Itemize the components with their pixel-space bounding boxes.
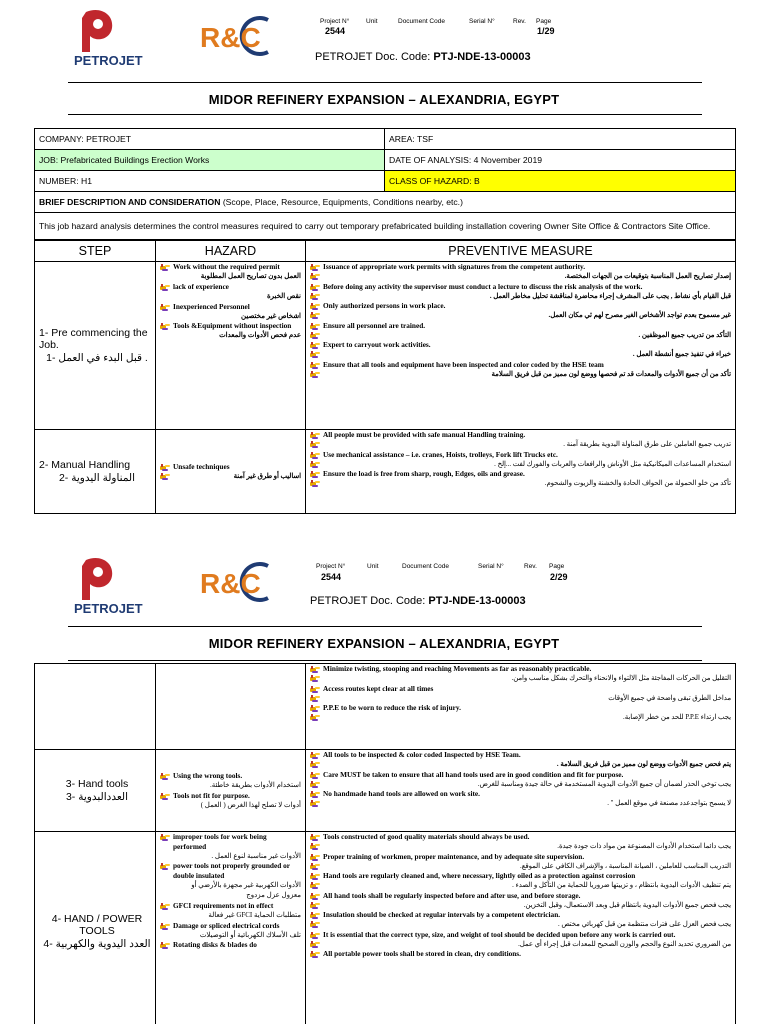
measure-item: Before doing any activity the supervisor must conduct a lecture to discuss the risk analysis of the work.: [323, 281, 643, 291]
bullet-hand-icon: [310, 431, 320, 440]
measure-item: No handmade hand tools are allowed on work site.: [323, 789, 480, 799]
bullet-hand-icon: [310, 751, 320, 760]
bullet-hand-icon: [310, 881, 320, 890]
table-row: [35, 664, 736, 750]
bullet-hand-icon: [310, 892, 320, 901]
bullet-hand-icon: [310, 780, 320, 789]
meta-project-label: Project N°: [320, 18, 350, 25]
bullet-hand-icon: [160, 941, 170, 950]
measure-cell: [306, 262, 736, 430]
measure-item-ar: تأكد من أن جميع الأدوات والمعدات قد تم فحصها ووضع لون مميز من قبل فريق السلامة: [491, 370, 731, 378]
area-cell: AREA: TSF: [385, 129, 736, 150]
measure-item-ar: يجب فحص العزل على فترات منتظمة من قبل كهربائي مختص .: [557, 921, 731, 929]
title-rule: [68, 114, 702, 115]
measure-item: Hand tools are regularly cleaned and, where necessary, lightly oiled as a protection against corrosion: [323, 871, 636, 881]
bullet-hand-icon: [310, 872, 320, 881]
measure-item-ar: التقليل من الحركات المفاجئة مثل الالتواء والانحناء والتحرك بشكل مناسب وامن.: [511, 675, 731, 682]
meta-rev-label: Rev.: [524, 563, 537, 570]
measure-item-ar: غير مسموح بعدم تواجد الأشخاص الغير مصرح لهم ثي مكان العمل.: [548, 312, 731, 320]
bullet-hand-icon: [310, 322, 320, 331]
measure-item: All people must be provided with safe manual Handling training.: [323, 430, 526, 439]
bullet-hand-icon: [310, 302, 320, 311]
measure-item: Ensure that all tools and equipment have been inspected and color coded by the HSE team: [323, 359, 604, 369]
rc-logo-text: R&C: [200, 22, 261, 53]
measure-cell: [306, 664, 736, 750]
measure-item-ar: قبل القيام بأي نشاط , يجب على المشرف إجراء محاضرة لمناقشة تحليل مخاطر العمل .: [489, 292, 731, 300]
bullet-hand-icon: [310, 370, 320, 379]
project-number: 2544: [321, 572, 342, 582]
rc-logo-text: R&C: [200, 568, 261, 599]
measure-item: Insulation should be checked at regular intervals by a competent electrician.: [323, 910, 561, 920]
measure-item: It is essential that the correct type, size, and weight of tool should be decided upon before any work is carried out.: [323, 929, 676, 939]
bullet-hand-icon: [310, 331, 320, 340]
measure-item-ar: تأكد من خلو الحمولة من الحواف الحادة والخشنة والزيوت والشحوم.: [544, 480, 731, 488]
step-header: STEP: [35, 240, 156, 262]
measure-item-ar: يجب توخي الحذر لضمان أن جميع الأدوات اليدوية المستخدمة في حالة جيدة ومناسبة للغرض.: [477, 780, 731, 788]
hazard-item-ar: عدم فحص الأدوات والمعدات: [219, 331, 301, 340]
bullet-hand-icon: [310, 311, 320, 320]
bullet-hand-icon: [310, 704, 320, 713]
hazard-header: HAZARD: [156, 240, 306, 262]
bullet-hand-icon: [160, 263, 170, 272]
hazard-cell: [156, 832, 306, 1024]
hazard-item: lack of experience: [173, 281, 229, 291]
hazard-item: Tools &Equipment without inspection: [173, 321, 292, 331]
page-title: MIDOR REFINERY EXPANSION – ALEXANDRIA, EGYPT: [208, 636, 560, 651]
description-cell: This job hazard analysis determines the control measures required to carry out temporary prefabricated building installation covering Owner Site Office & Contractors Site Office.: [35, 213, 736, 241]
bullet-hand-icon: [310, 842, 320, 851]
measure-item-ar: يجب فحص جميع الأدوات اليدوية بانتظام قبل وبعد الاستعمال، وقبل التخزين.: [523, 901, 731, 909]
hazard-item-ar: اشخاص غير مختصين: [241, 311, 301, 320]
measure-item-ar: لا يسمح بتواجدعدد مصنعة في موقع العمل " .: [607, 800, 731, 808]
hazard-table-page-1: [34, 239, 736, 514]
measure-item: P.P.E to be worn to reduce the risk of injury.: [323, 703, 461, 713]
rc-logo: [198, 560, 282, 604]
measure-item: All portable power tools shall be stored in clean, dry conditions.: [323, 949, 521, 959]
date-cell: DATE OF ANALYSIS: 4 November 2019: [385, 150, 736, 171]
petrojet-logo-text: PETROJET: [74, 601, 143, 616]
measure-item-ar: استخدام المساعدات الميكانيكية مثل الأوناش والرافعات والعربات والفورك لفت ...إلخ .: [494, 460, 731, 468]
step-cell: [35, 430, 156, 514]
step-label-ar: 4- العدد اليدوية والكهربية: [43, 937, 151, 950]
step-label-en: 3- Hand tools: [65, 777, 129, 790]
petrojet-logo-text: PETROJET: [74, 53, 143, 68]
bullet-hand-icon: [310, 760, 320, 769]
bullet-hand-icon: [160, 833, 170, 842]
bullet-hand-icon: [310, 350, 320, 359]
step-label-ar: 1- قبل البدء في العمل .: [46, 351, 148, 364]
bullet-hand-icon: [310, 292, 320, 301]
measure-item-ar: يتم فحص جميع الأدوات ووضع لون مميز من قبل فريق السلامة .: [556, 761, 731, 768]
page-number: 1/29: [537, 26, 555, 36]
hazard-item: Damage or spliced electrical cords: [173, 920, 280, 930]
hazard-cell: [156, 664, 306, 750]
bullet-hand-icon: [160, 303, 170, 312]
rc-logo: [198, 14, 282, 58]
measure-item-ar: يجب ارتداء P.P.E للحد من خطر الإصابة.: [623, 714, 731, 722]
measure-cell: [306, 430, 736, 514]
step-label-en: 4- HAND / POWER TOOLS: [51, 912, 143, 938]
doc-code-line: [315, 51, 531, 63]
step-cell: [35, 832, 156, 1024]
doc-code-line: [310, 595, 526, 607]
table-row: [35, 262, 736, 430]
bullet-hand-icon: [310, 920, 320, 929]
step-label-ar: 2- المناولة اليدوية: [58, 471, 136, 484]
measure-item: Ensure the load is free from sharp, rough, Edges, oils and grease.: [323, 469, 525, 479]
measure-item: Care MUST be taken to ensure that all hand tools used are in good condition and fit for purpose.: [323, 769, 624, 779]
bullet-hand-icon: [310, 341, 320, 350]
measure-item-ar: مداخل الطرق تبقى واضحة في جميع الأوقات: [608, 694, 731, 702]
hazard-item-ar: العمل بدون تصاريح العمل المطلوبة: [200, 272, 301, 280]
bullet-hand-icon: [310, 901, 320, 910]
meta-unit-label: Unit: [367, 563, 379, 570]
measure-item-ar: يتم تنظيف الأدوات اليدوية بانتظام ، و تزييتها ضروريا للحماية من التآكل و الصدء .: [512, 882, 731, 890]
hazard-class-cell: CLASS OF HAZARD: B: [385, 171, 736, 192]
step-label-ar: 3- العددالبدوية: [65, 790, 129, 803]
bullet-hand-icon: [310, 263, 320, 272]
measure-item: Ensure all personnel are trained.: [323, 320, 426, 330]
petrojet-logo: [72, 8, 164, 68]
meta-doccode-label: Document Code: [398, 18, 445, 25]
bullet-hand-icon: [310, 685, 320, 694]
petrojet-logo: [72, 556, 164, 616]
meta-project-label: Project N°: [316, 563, 346, 570]
measure-cell: [306, 832, 736, 1024]
measure-item: All tools to be inspected & color coded Inspected by HSE Team.: [323, 750, 521, 759]
hazard-item: GFCI requirements not in effect: [173, 900, 274, 910]
bullet-hand-icon: [310, 713, 320, 722]
meta-unit-label: Unit: [366, 18, 378, 25]
bullet-hand-icon: [310, 460, 320, 469]
bullet-hand-icon: [160, 922, 170, 931]
measure-item: All hand tools shall be regularly inspected before and after use, and before storage.: [323, 890, 581, 900]
bullet-hand-icon: [160, 463, 170, 472]
measure-item-ar: تدريب جميع العاملين على طرق المناولة اليدوية بطريقة آمنة .: [563, 441, 731, 448]
hazard-item: power tools not properly grounded or double insulated: [173, 861, 290, 881]
bullet-hand-icon: [310, 950, 320, 959]
page-number: 2/29: [550, 572, 568, 582]
info-table: [34, 128, 736, 241]
bullet-hand-icon: [310, 283, 320, 292]
bullet-hand-icon: [160, 792, 170, 801]
measure-header: PREVENTIVE MEASURE: [306, 240, 736, 262]
measure-item: Issuance of appropriate work permits with signatures from the competent authority.: [323, 262, 586, 271]
hazard-cell: [156, 750, 306, 832]
meta-doccode-label: Document Code: [402, 563, 449, 570]
hazard-cell: [156, 262, 306, 430]
doc-code: PTJ-NDE-13-00003: [428, 595, 526, 607]
hazard-table-page-2: [34, 663, 736, 1024]
step-label-en: 2- Manual Handling: [39, 458, 131, 471]
hazard-item-ar: أدوات لا تصلح لهذا الغرض ( العمل ): [200, 800, 301, 809]
bullet-hand-icon: [310, 911, 320, 920]
meta-page-label: Page: [536, 18, 552, 25]
measure-item: Minimize twisting, stooping and reaching Movements as far as reasonably practicable.: [323, 664, 592, 673]
bullet-hand-icon: [310, 853, 320, 862]
bullet-hand-icon: [310, 862, 320, 871]
job-cell: JOB: Prefabricated Buildings Erection Works: [35, 150, 385, 171]
step-cell: [35, 262, 156, 430]
bullet-hand-icon: [160, 472, 170, 481]
table-row: [35, 430, 736, 514]
measure-item: Tools constructed of good quality materials should always be used.: [323, 832, 530, 841]
table-row: [35, 750, 736, 832]
bullet-hand-icon: [310, 665, 320, 674]
hazard-cell: [156, 430, 306, 514]
doc-code: PTJ-NDE-13-00003: [433, 51, 531, 63]
brief-title: BRIEF DESCRIPTION AND CONSIDERATION: [39, 197, 221, 207]
table-row: [35, 832, 736, 1024]
bullet-hand-icon: [160, 283, 170, 292]
bullet-hand-icon: [160, 772, 170, 781]
doc-code-label: PETROJET Doc. Code:: [310, 595, 426, 607]
measure-item-ar: التأكد من تدريب جميع الموظفين .: [638, 331, 731, 339]
hazard-item-ar: الأدوات الكهربية غير مجهزة بالأرضي أو معزول عزل مزدوج: [191, 881, 301, 899]
step-cell: [35, 750, 156, 832]
hazard-item: Work without the required permit: [173, 262, 280, 271]
title-rule: [68, 660, 702, 661]
bullet-hand-icon: [310, 470, 320, 479]
project-number: 2544: [325, 26, 346, 36]
measure-item-ar: يجب دائما استخدام الأدوات المصنوعة من مواد ذات جودة جيدة.: [557, 843, 731, 850]
measure-item: Only authorized persons in work place.: [323, 301, 446, 311]
hazard-item: Inexperienced Personnel: [173, 301, 250, 311]
measure-item: Access routes kept clear at all times: [323, 683, 434, 693]
bullet-hand-icon: [160, 902, 170, 911]
bullet-hand-icon: [310, 440, 320, 449]
bullet-hand-icon: [310, 272, 320, 281]
hazard-item-ar: تلف الأسلاك الكهربائية أو التوصيلات: [199, 930, 301, 939]
measure-item-ar: خبراء في تنفيذ جميع أنشطة العمل .: [632, 351, 731, 359]
bullet-hand-icon: [310, 771, 320, 780]
number-cell: NUMBER: H1: [35, 171, 385, 192]
bullet-hand-icon: [310, 790, 320, 799]
bullet-hand-icon: [310, 799, 320, 808]
bullet-hand-icon: [310, 451, 320, 460]
bullet-hand-icon: [310, 931, 320, 940]
hazard-item: Rotating disks & blades do: [173, 940, 257, 950]
bullet-hand-icon: [310, 940, 320, 949]
brief-title-cell: [35, 192, 736, 213]
step-cell: [35, 664, 156, 750]
hazard-item: Unsafe techniques: [173, 461, 230, 471]
document-page-2: [0, 548, 768, 1024]
hazard-item-ar: اساليب أو طرق غير آمنة: [233, 472, 301, 480]
hazard-item: Using the wrong tools.: [173, 770, 243, 780]
hazard-item-ar: استخدام الأدوات بطريقة خاطئة.: [209, 780, 301, 789]
measure-item: Proper training of workmen, proper maintenance, and by adequate site supervision.: [323, 851, 585, 861]
step-label-en: 1- Pre commencing the Job.: [39, 326, 148, 352]
hazard-item: Tools not fit for purpose.: [173, 790, 250, 800]
header-rule: [68, 626, 702, 627]
meta-page-label: Page: [549, 563, 565, 570]
header-rule: [68, 82, 702, 83]
measure-item-ar: إصدار تصاريح العمل المناسبة بتوقيعات من الجهات المختصة.: [564, 273, 731, 280]
bullet-hand-icon: [310, 361, 320, 370]
company-cell: COMPANY: PETROJET: [35, 129, 385, 150]
hazard-item: improper tools for work being performed: [173, 832, 267, 851]
brief-note: (Scope, Place, Resource, Equipments, Conditions nearby, etc.): [220, 197, 463, 207]
measure-item-ar: من الضروري تحديد النوع والحجم والوزن الصحيح للمعدات قبل إجراء أي عمل.: [518, 940, 731, 948]
bullet-hand-icon: [160, 862, 170, 871]
bullet-hand-icon: [160, 322, 170, 331]
meta-serial-label: Serial N°: [469, 18, 495, 25]
hazard-item-ar: نقص الخبرة: [266, 291, 301, 300]
meta-rev-label: Rev.: [513, 18, 526, 25]
measure-cell: [306, 750, 736, 832]
bullet-hand-icon: [310, 479, 320, 488]
bullet-hand-icon: [310, 674, 320, 683]
bullet-hand-icon: [310, 833, 320, 842]
bullet-hand-icon: [310, 694, 320, 703]
meta-serial-label: Serial N°: [478, 563, 504, 570]
measure-item: Use mechanical assistance – i.e. cranes, Hoists, trolleys, Fork lift Trucks etc.: [323, 449, 558, 459]
hazard-item-ar: الأدوات غير مناسبة لنوع العمل .: [211, 851, 301, 860]
hazard-item-ar: متطلبات الحماية GFCI غير فعالة: [208, 910, 301, 919]
doc-code-label: PETROJET Doc. Code:: [315, 51, 431, 63]
measure-item-ar: التدريب المناسب للعاملين ، الصيانة المناسبة ، والإشراف الكافي على الموقع.: [520, 862, 731, 870]
page-title: MIDOR REFINERY EXPANSION – ALEXANDRIA, EGYPT: [208, 92, 560, 107]
measure-item: Expert to carryout work activities.: [323, 340, 431, 350]
